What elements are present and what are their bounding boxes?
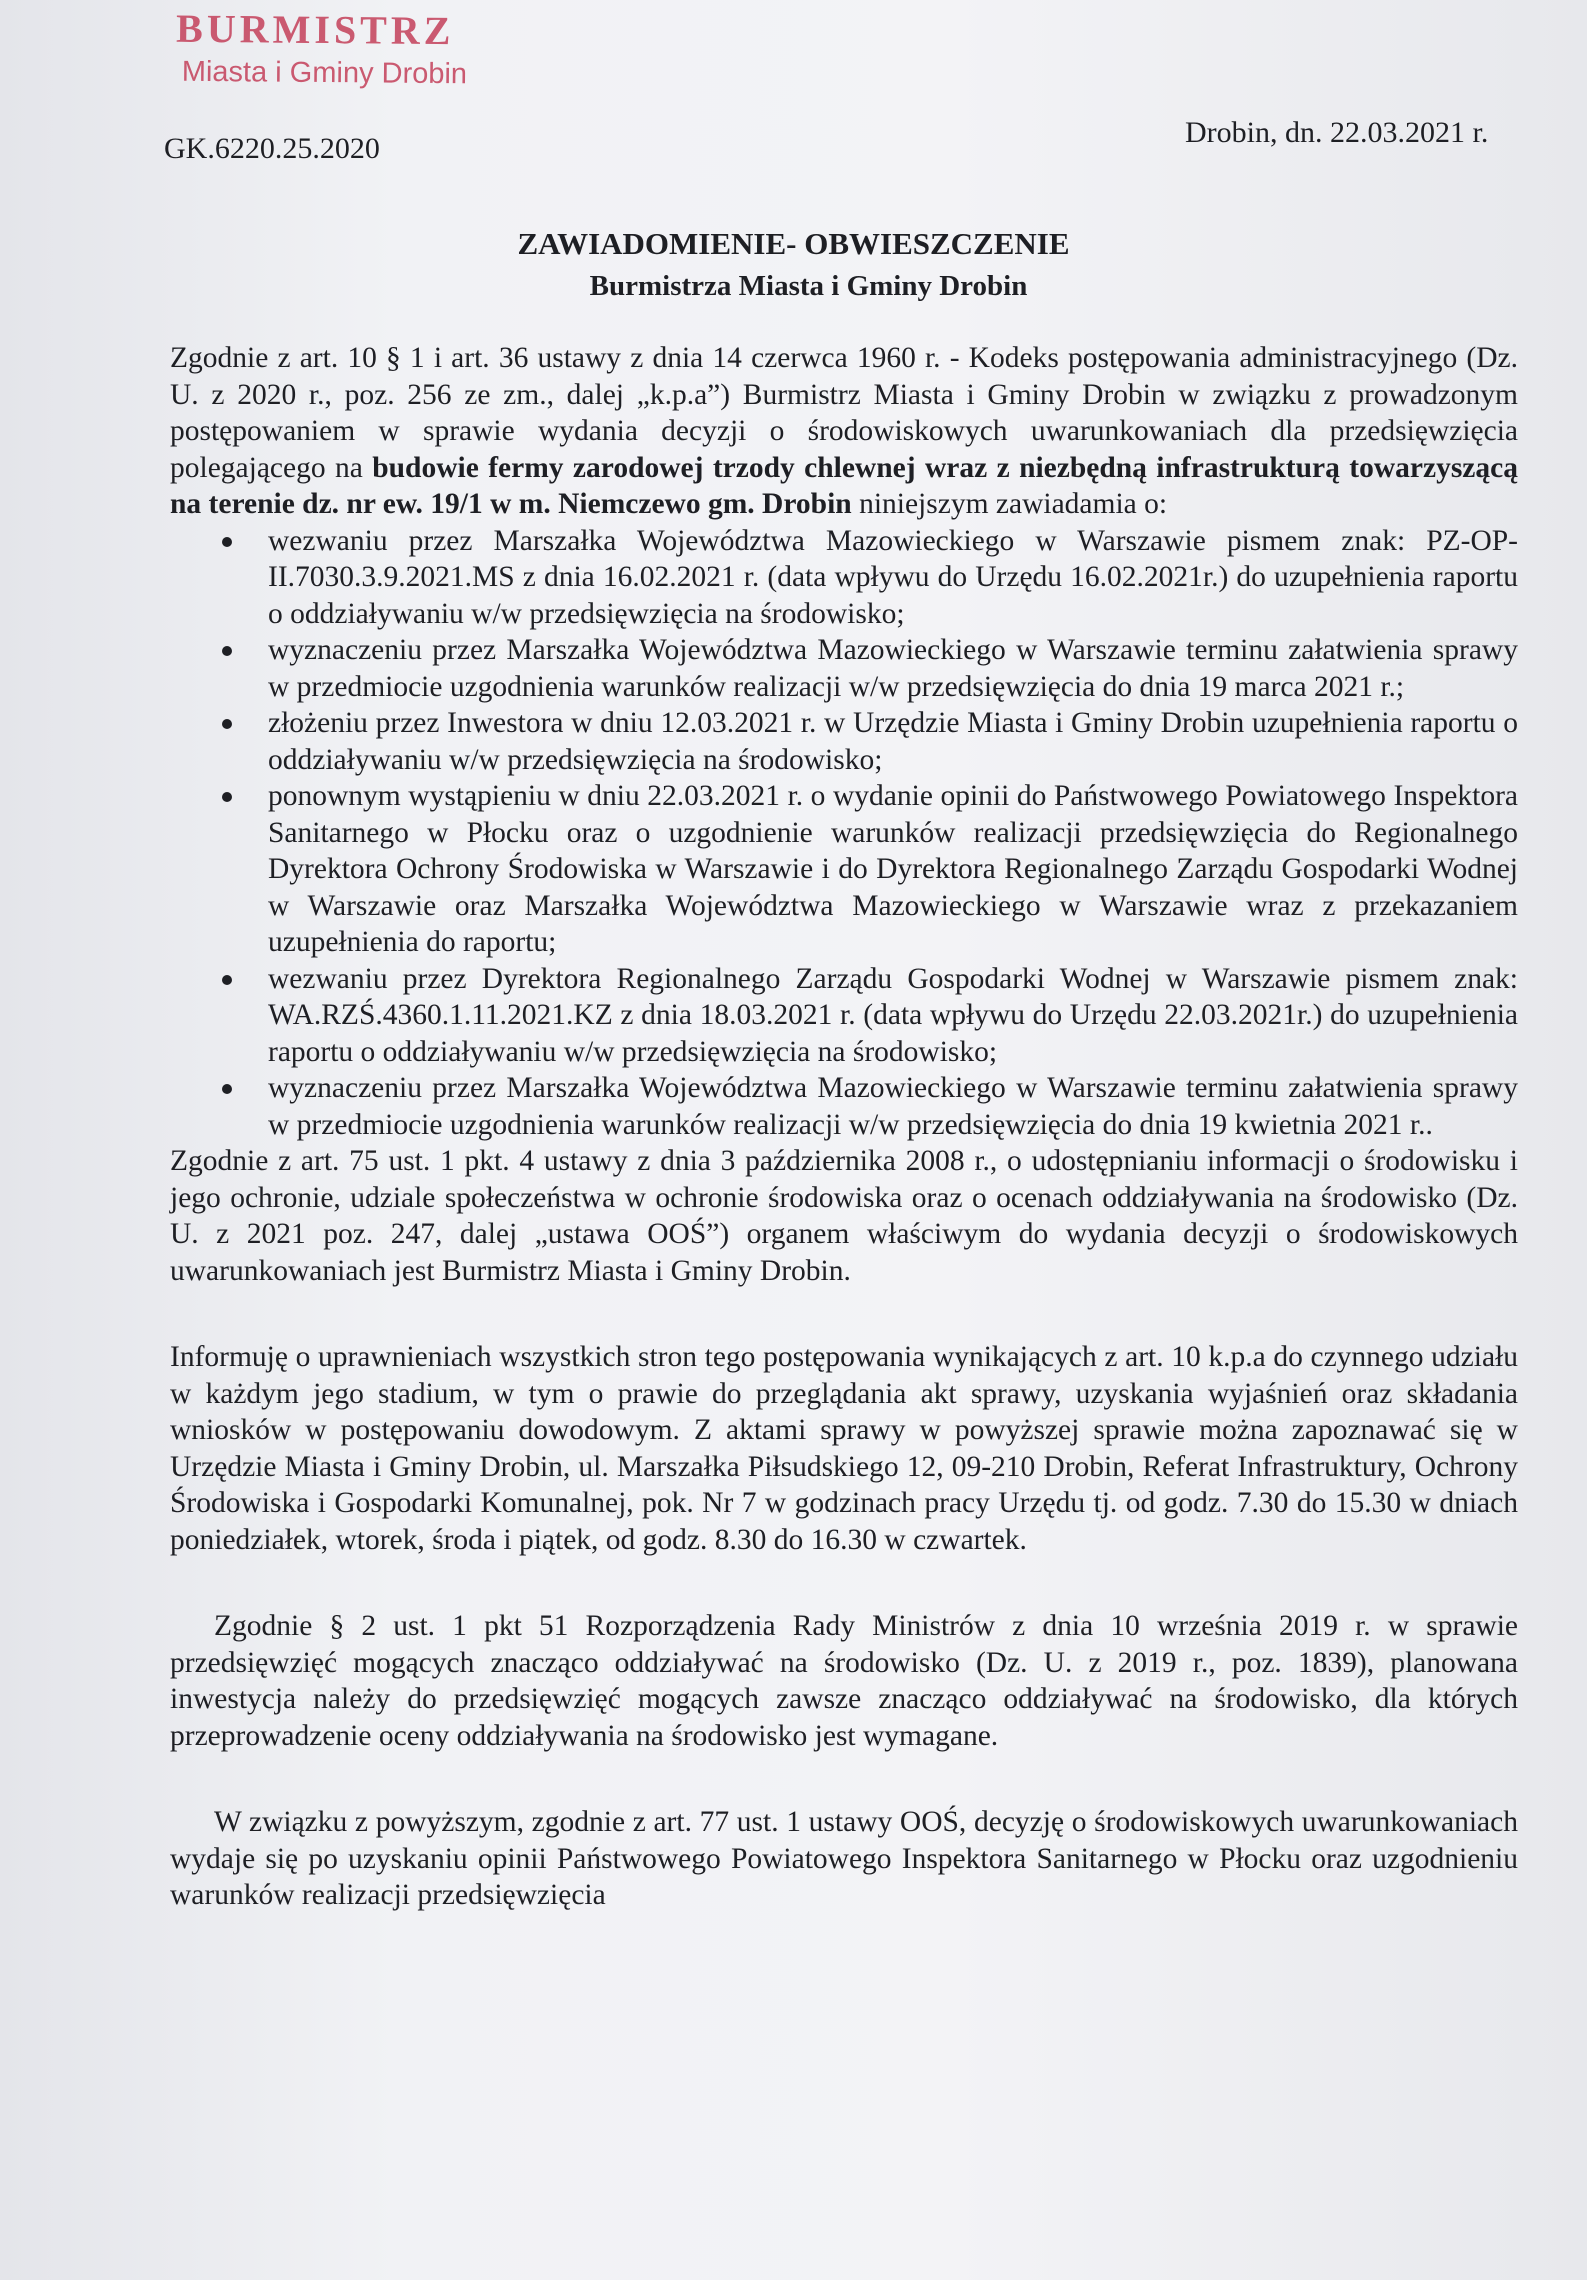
list-item: [170, 523, 1518, 633]
consequence-paragraph: W związku z powyższym, zgodnie z art. 77 ust. 1 ustawy OOŚ, decyzję o środowiskowych uwarunkowaniach wydaje się po uzyskaniu opinii Państwowego Powiatowego Inspektora Sanitarnego w Płocku oraz uzgodnieniu warunków realizacji przedsięwzięcia: [170, 1806, 1518, 1911]
list-item: [170, 778, 1518, 961]
document-date: Drobin, dn. 22.03.2021 r.: [1185, 116, 1489, 149]
bullet-icon: [222, 537, 232, 547]
intro-paragraph: [170, 340, 1518, 523]
document-subtitle: Burmistrza Miasta i Gminy Drobin: [589, 270, 1028, 302]
list-item-text: złożeniu przez Inwestora w dniu 12.03.2021 r. w Urzędzie Miasta i Gminy Drobin uzupełnienia raportu o oddziaływaniu w/w przedsięwzięcia na środowisko;: [268, 707, 1518, 776]
list-item: [170, 632, 1518, 705]
document-title: ZAWIADOMIENIE- OBWIESZCZENIE: [517, 226, 1070, 261]
regulation-paragraph: Zgodnie § 2 ust. 1 pkt 51 Rozporządzenia Rady Ministrów z dnia 10 września 2019 r. w sprawie przedsięwzięć mogących znacząco oddziaływać na środowisko (Dz. U. z 2019 r., poz. 1839), planowana inwestycja należy do przedsięwzięć mogących zawsze znacząco oddziaływać na środowisko, dla których przeprowadzenie oceny oddziaływania na środowisko jest wymagane.: [170, 1610, 1518, 1752]
stamp-line-2: Miasta i Gminy Drobin: [181, 55, 468, 91]
list-item: [170, 961, 1518, 1071]
intro-project-name: budowie fermy zarodowej trzody chlewnej wraz z niezbędną infrastrukturą towarzyszącą na terenie dz. nr ew. 19/1 w m. Niemczewo gm. Drobin: [170, 451, 1518, 520]
notification-list: [170, 523, 1518, 1144]
intro-text-2: niniejszym zawiadamia o:: [851, 488, 1168, 520]
competent-authority-paragraph: Zgodnie z art. 75 ust. 1 pkt. 4 ustawy z dnia 3 października 2008 r., o udostępnianiu informacji o środowisku i jego ochronie, udziale społeczeństwa w ochronie środowiska oraz o ocenach oddziaływania na środowisko (Dz. U. z 2021 poz. 247, dalej „ustawa OOŚ”) organem właściwym do wydania decyzji o środowiskowych uwarunkowaniach jest Burmistrz Miasta i Gminy Drobin.: [170, 1145, 1518, 1287]
list-item-text: wezwaniu przez Marszałka Województwa Mazowieckiego w Warszawie pismem znak: PZ-OP-II.7030.3.9.2021.MS z dnia 16.02.2021 r. (data wpływu do Urzędu 16.02.2021r.) do uzupełnienia raportu o oddziaływaniu w/w przedsięwzięcia na środowisko;: [268, 524, 1518, 630]
reference-number: GK.6220.25.2020: [164, 132, 380, 165]
list-item-text: wyznaczeniu przez Marszałka Województwa Mazowieckiego w Warszawie terminu załatwienia sprawy w przedmiocie uzgodnienia warunków realizacji w/w przedsięwzięcia do dnia 19 kwietnia 2021 r..: [268, 1072, 1518, 1141]
bullet-icon: [222, 1084, 232, 1094]
intro-text-1: Zgodnie z art. 10 § 1 i art. 36 ustawy z dnia 14 czerwca 1960 r. - Kodeks postępowania administracyjnego (Dz. U. z 2020 r., poz. 256 ze zm., dalej „k.p.a”) Burmistrz Miasta i Gminy Drobin w związku z prowadzonym postępowaniem w sprawie wydania decyzji o środowiskowych uwarunkowaniach dla przedsięwzięcia polegającego na: [170, 342, 1518, 484]
document-body: [170, 340, 1518, 1914]
bullet-icon: [222, 792, 232, 802]
list-item: [170, 1070, 1518, 1143]
stamp-line-1: BURMISTRZ: [175, 5, 455, 54]
bullet-icon: [222, 975, 232, 985]
party-rights-paragraph: Informuję o uprawnieniach wszystkich stron tego postępowania wynikających z art. 10 k.p.a do czynnego udziału w każdym jego stadium, w tym o prawie do przeglądania akt sprawy, uzyskania wyjaśnień oraz składania wniosków w postępowaniu dowodowym. Z aktami sprawy w powyższej sprawie można zapoznawać się w Urzędzie Miasta i Gminy Drobin, ul. Marszałka Piłsudskiego 12, 09-210 Drobin, Referat Infrastruktury, Ochrony Środowiska i Gospodarki Komunalnej, pok. Nr 7 w godzinach pracy Urzędu tj. od godz. 7.30 do 15.30 w dniach poniedziałek, wtorek, środa i piątek, od godz. 8.30 do 16.30 w czwartek.: [170, 1341, 1518, 1556]
bullet-icon: [222, 719, 232, 729]
list-item: [170, 705, 1518, 778]
list-item-text: wyznaczeniu przez Marszałka Województwa Mazowieckiego w Warszawie terminu załatwienia sprawy w przedmiocie uzgodnienia warunków realizacji w/w przedsięwzięcia do dnia 19 marca 2021 r.;: [268, 634, 1518, 703]
office-stamp: [176, 5, 468, 92]
bullet-icon: [222, 646, 232, 656]
list-item-text: ponownym wystąpieniu w dniu 22.03.2021 r. o wydanie opinii do Państwowego Powiatowego Inspektora Sanitarnego w Płocku oraz o uzgodnienie warunków realizacji przedsięwzięcia do Regionalnego Dyrektora Ochrony Środowiska w Warszawie i do Dyrektora Regionalnego Zarządu Gospodarki Wodnej w Warszawie oraz Marszałka Województwa Mazowieckiego w Warszawie wraz z przekazaniem uzupełnienia do raportu;: [268, 780, 1518, 958]
list-item-text: wezwaniu przez Dyrektora Regionalnego Zarządu Gospodarki Wodnej w Warszawie pismem znak: WA.RZŚ.4360.1.11.2021.KZ z dnia 18.03.2021 r. (data wpływu do Urzędu 22.03.2021r.) do uzupełnienia raportu o oddziaływaniu w/w przedsięwzięcia na środowisko;: [268, 962, 1518, 1068]
